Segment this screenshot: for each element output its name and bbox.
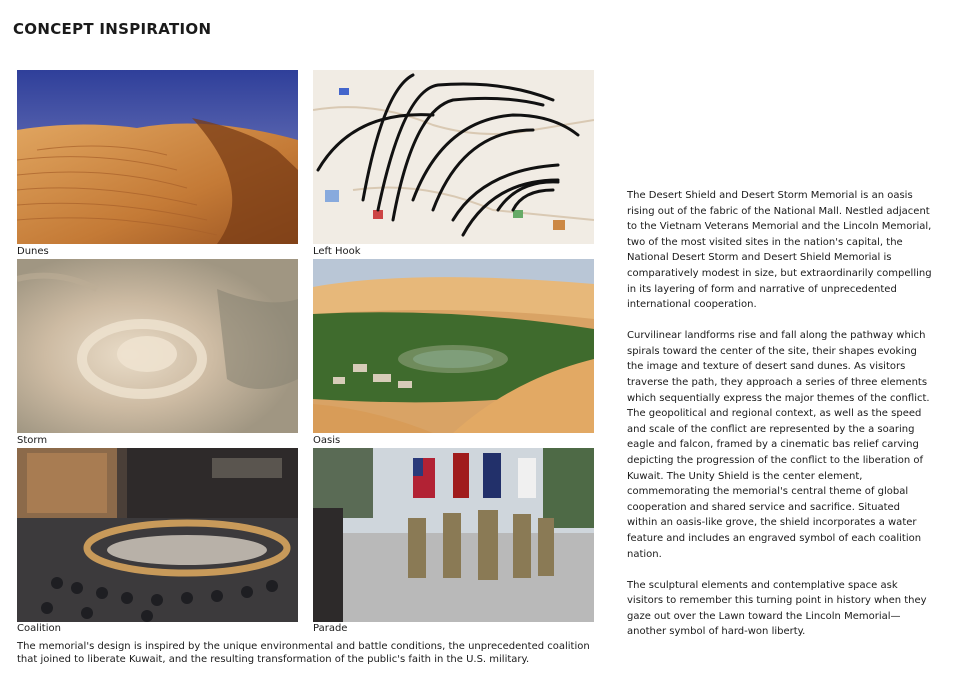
parade-image [313, 448, 594, 622]
oasis-image [313, 259, 594, 433]
dunes-image [17, 70, 298, 244]
paragraph-3: The sculptural elements and contemplative space ask visitors to remember this turning point in history when they gaze out over the Lawn toward the Lincoln Memorial—another symbol of hard-won liberty. [627, 579, 927, 638]
caption-left-hook: Left Hook [313, 246, 361, 257]
caption-dunes: Dunes [17, 246, 49, 257]
paragraph-2: Curvilinear landforms rise and fall along the pathway which spirals toward the center of the site, their shapes evoking the image and texture of desert sand dunes. As visitors traverse the path, they approach a series of three elements which sequentially express the major themes of the conflict. The geopolitical and regional context, as well as the speed and scale of the conflict are represented by the a soaring eagle and falcon, framed by a cinematic bas relief carving depicting the progression of the conflict to the liberation of Kuwait. The Unity Shield is the center element, commemorating the memorial's central theme of global cooperation and shared service and sacrifice. Situated within an oasis-like grove, the shield incorporates a water feature and includes an engraved symbol of each coalition nation. [627, 330, 930, 560]
caption-parade: Parade [313, 623, 348, 634]
storm-image [17, 259, 298, 433]
paragraph-1: The Desert Shield and Desert Storm Memorial is an oasis rising out of the fabric of the National Mall. Nestled adjacent to the Vietnam Veterans Memorial and the Lincoln Memorial, two of the most visited sites in the nation's capital, the National Desert Storm and Desert Shield Memorial is comparatively modest in size, but extraordinarily compelling in its layering of form and narrative of unprecedented international cooperation. [627, 190, 932, 311]
caption-coalition: Coalition [17, 623, 61, 634]
page-title: CONCEPT INSPIRATION [13, 20, 212, 38]
caption-storm: Storm [17, 435, 48, 446]
description-text [627, 188, 932, 656]
coalition-image [17, 448, 298, 622]
caption-oasis: Oasis [313, 435, 341, 446]
footer-caption: The memorial's design is inspired by the unique environmental and battle conditions, the unprecedented coalition that joined to liberate Kuwait, and the resulting transformation of the public's faith in the U.S. military. [17, 641, 590, 665]
left-hook-map-image [313, 70, 594, 244]
